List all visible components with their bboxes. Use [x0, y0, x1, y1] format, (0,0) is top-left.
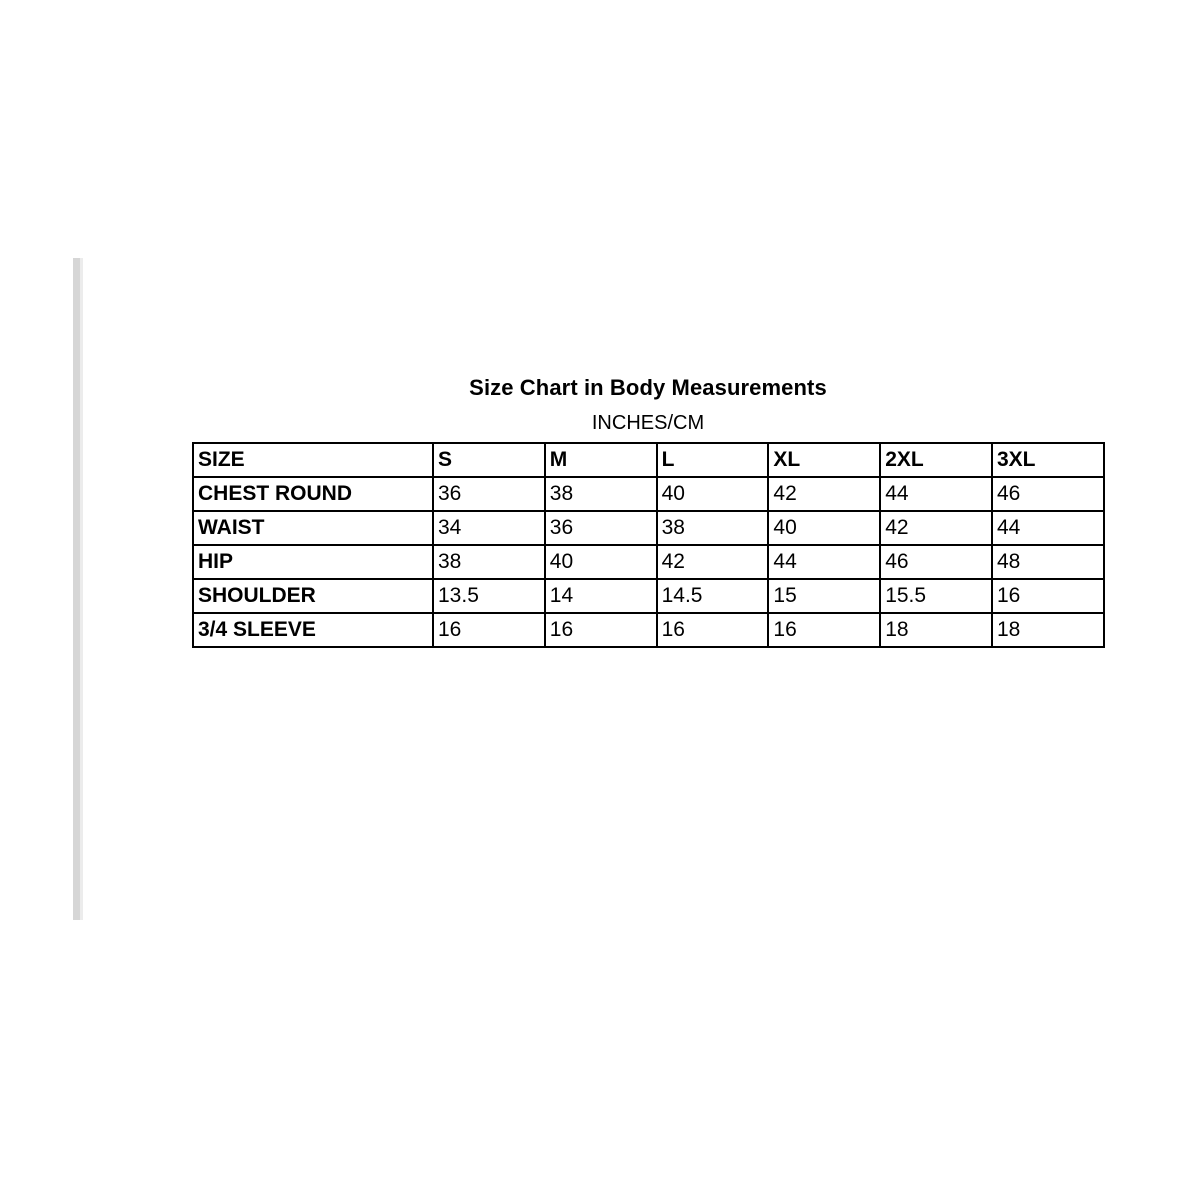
table-cell: 44	[992, 511, 1104, 545]
table-cell: 38	[545, 477, 657, 511]
table-cell: 44	[880, 477, 992, 511]
table-row	[193, 579, 1104, 613]
row-label: WAIST	[193, 511, 433, 545]
header-cell-size: SIZE	[193, 443, 433, 477]
table-row	[193, 613, 1104, 647]
table-cell: 14	[545, 579, 657, 613]
header-cell-3xl: 3XL	[992, 443, 1104, 477]
header-cell-2xl: 2XL	[880, 443, 992, 477]
row-label: CHEST ROUND	[193, 477, 433, 511]
row-label: HIP	[193, 545, 433, 579]
table-cell: 16	[768, 613, 880, 647]
row-label: SHOULDER	[193, 579, 433, 613]
table-header-row	[193, 443, 1104, 477]
table-cell: 16	[545, 613, 657, 647]
table-cell: 18	[880, 613, 992, 647]
table-cell: 38	[433, 545, 545, 579]
table-cell: 18	[992, 613, 1104, 647]
header-cell-xl: XL	[768, 443, 880, 477]
header-cell-m: M	[545, 443, 657, 477]
table-cell: 36	[545, 511, 657, 545]
table-cell: 42	[768, 477, 880, 511]
table-cell: 38	[657, 511, 769, 545]
table-row	[193, 477, 1104, 511]
table-cell: 48	[992, 545, 1104, 579]
table-cell: 40	[768, 511, 880, 545]
table-cell: 42	[657, 545, 769, 579]
chart-subtitle: INCHES/CM	[591, 412, 705, 434]
table-cell: 13.5	[433, 579, 545, 613]
table-cell: 36	[433, 477, 545, 511]
table-cell: 44	[768, 545, 880, 579]
table-cell: 15	[768, 579, 880, 613]
table-cell: 16	[992, 579, 1104, 613]
table-cell: 46	[992, 477, 1104, 511]
left-divider-bar	[73, 258, 83, 920]
table-cell: 16	[433, 613, 545, 647]
table-row	[193, 545, 1104, 579]
table-cell: 46	[880, 545, 992, 579]
table-cell: 15.5	[880, 579, 992, 613]
table-cell: 16	[657, 613, 769, 647]
chart-title: Size Chart in Body Measurements	[469, 375, 827, 400]
header-cell-s: S	[433, 443, 545, 477]
table-cell: 40	[545, 545, 657, 579]
header-cell-l: L	[657, 443, 769, 477]
table-cell: 14.5	[657, 579, 769, 613]
table-cell: 34	[433, 511, 545, 545]
table-cell: 40	[657, 477, 769, 511]
size-chart-table	[192, 442, 1105, 648]
table-cell: 42	[880, 511, 992, 545]
row-label: 3/4 SLEEVE	[193, 613, 433, 647]
table-row	[193, 511, 1104, 545]
